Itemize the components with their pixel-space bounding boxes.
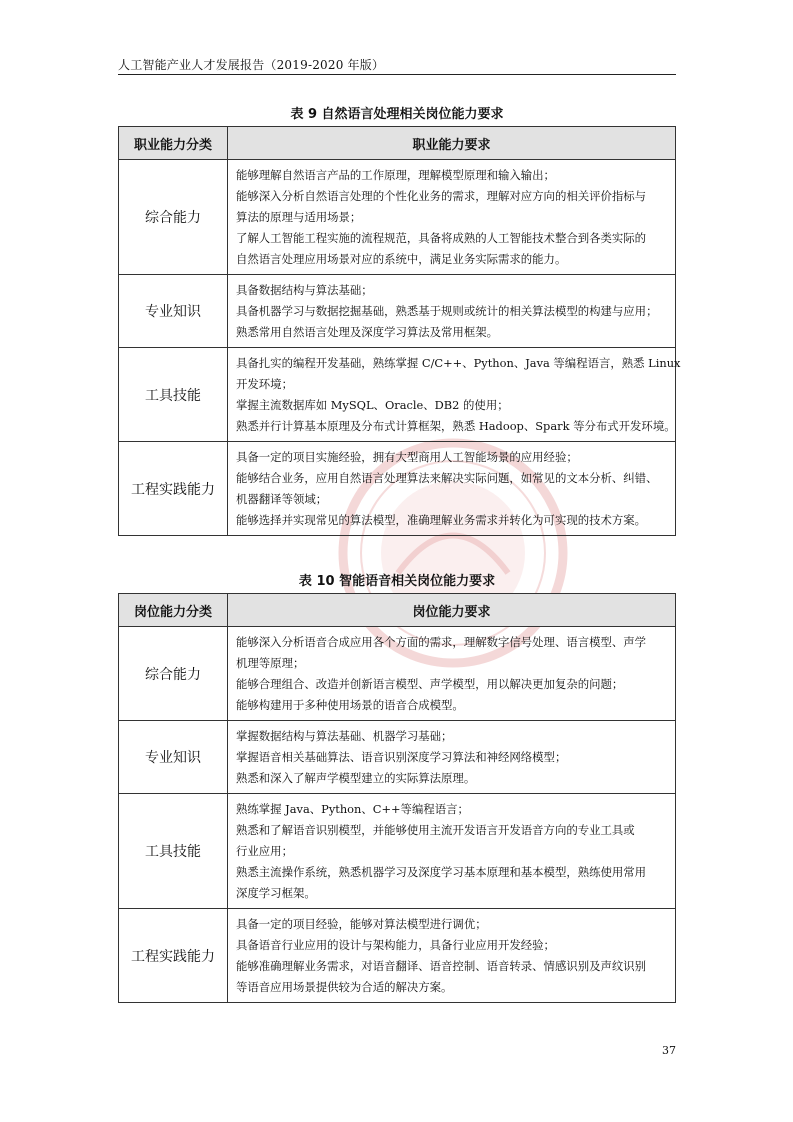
row-requirements [228,627,676,721]
requirement-line: 掌握主流数据库如 MySQL、Oracle、DB2 的使用； [236,398,509,412]
row-category: 综合能力 [119,627,228,721]
requirement-line: 具备一定的项目实施经验，拥有大型商用人工智能场景的应用经验； [236,450,578,464]
requirement-line: 机器翻译等领域； [236,492,328,506]
table-row [119,348,676,442]
requirement-line: 能够合理组合、改造并创新语言模型、声学模型，用以解决更加复杂的问题； [236,677,624,691]
requirement-line: 掌握数据结构与算法基础、机器学习基础； [236,729,453,743]
header-rule [118,74,676,75]
table9-col2-header: 职业能力要求 [228,127,676,160]
requirement-line: 具备机器学习与数据挖掘基础，熟悉基于规则或统计的相关算法模型的构建与应用； [236,304,658,318]
table10-body [119,627,676,1003]
running-header: 人工智能产业人才发展报告（2019-2020 年版） [118,58,385,72]
requirement-line: 深度学习框架。 [236,886,316,900]
row-requirements [228,348,681,442]
table10-caption: 表 10 智能语音相关岗位能力要求 [298,574,496,589]
requirement-line: 熟悉并行计算基本原理及分布式计算框架，熟悉 Hadoop、Spark 等分布式开发环境。 [236,419,676,433]
requirement-line: 机理等原理； [236,656,305,670]
table-row [119,794,676,909]
row-category: 工具技能 [119,794,228,909]
requirement-line: 自然语言处理应用场景对应的系统中，满足业务实际需求的能力。 [236,252,567,266]
requirement-line: 熟悉主流操作系统，熟悉机器学习及深度学习基本原理和基本模型，熟练使用常用 [236,865,647,879]
row-category: 专业知识 [119,721,228,794]
requirement-line: 能够选择并实现常见的算法模型，准确理解业务需求并转化为可实现的技术方案。 [236,513,647,527]
row-category: 工具技能 [119,348,228,442]
table-row [119,442,676,536]
table-row [119,275,676,348]
requirement-line: 能够深入分析语音合成应用各个方面的需求，理解数字信号处理、语言模型、声学 [236,635,647,649]
requirement-line: 熟悉常用自然语言处理及深度学习算法及常用框架。 [236,325,498,339]
requirement-line: 具备语音行业应用的设计与架构能力，具备行业应用开发经验； [236,938,555,952]
row-requirements [228,275,676,348]
requirement-line: 能够理解自然语言产品的工作原理，理解模型原理和输入输出； [236,168,555,182]
table9-col1-header: 职业能力分类 [119,127,228,160]
requirement-line: 能够准确理解业务需求，对语音翻译、语音控制、语音转录、情感识别及声纹识别 [236,959,647,973]
requirement-line: 了解人工智能工程实施的流程规范，具备将成熟的人工智能技术整合到各类实际的 [236,231,647,245]
row-category: 工程实践能力 [119,909,228,1003]
requirement-line: 能够深入分析自然语言处理的个性化业务的需求，理解对应方向的相关评价指标与 [236,189,647,203]
table10-col1-header: 岗位能力分类 [119,594,228,627]
requirement-line: 具备数据结构与算法基础； [236,283,373,297]
requirement-line: 熟悉和了解语音识别模型，并能够使用主流开发语言开发语音方向的专业工具或 [236,823,635,837]
requirement-line: 开发环境； [236,377,293,391]
table-row [119,721,676,794]
requirement-line: 熟悉和深入了解声学模型建立的实际算法原理。 [236,771,476,785]
table-row [119,627,676,721]
table-row [119,160,676,275]
table-row [119,909,676,1003]
row-category: 综合能力 [119,160,228,275]
row-category: 工程实践能力 [119,442,228,536]
page-number: 37 [662,1044,676,1057]
requirement-line: 等语音应用场景提供较为合适的解决方案。 [236,980,453,994]
row-requirements [228,909,676,1003]
row-requirements [228,721,676,794]
requirement-line: 能够构建用于多种使用场景的语音合成模型。 [236,698,464,712]
requirement-line: 算法的原理与适用场景； [236,210,362,224]
table9-caption: 表 9 自然语言处理相关岗位能力要求 [290,107,504,122]
row-category: 专业知识 [119,275,228,348]
requirement-line: 行业应用； [236,844,293,858]
table10-speech-requirements [118,593,676,1003]
requirement-line: 具备一定的项目经验，能够对算法模型进行调优； [236,917,487,931]
row-requirements [228,160,676,275]
table9-nlp-requirements [118,126,681,536]
row-requirements [228,442,676,536]
table9-body [119,160,681,536]
table10-col2-header: 岗位能力要求 [228,594,676,627]
row-requirements [228,794,676,909]
requirement-line: 能够结合业务，应用自然语言处理算法来解决实际问题，如常见的文本分析、纠错、 [236,471,658,485]
requirement-line: 具备扎实的编程开发基础，熟练掌握 C/C++、Python、Java 等编程语言，熟悉 Linux [236,356,681,370]
requirement-line: 掌握语音相关基础算法、语音识别深度学习算法和神经网络模型； [236,750,567,764]
requirement-line: 熟练掌握 Java、Python、C++等编程语言； [236,802,469,816]
